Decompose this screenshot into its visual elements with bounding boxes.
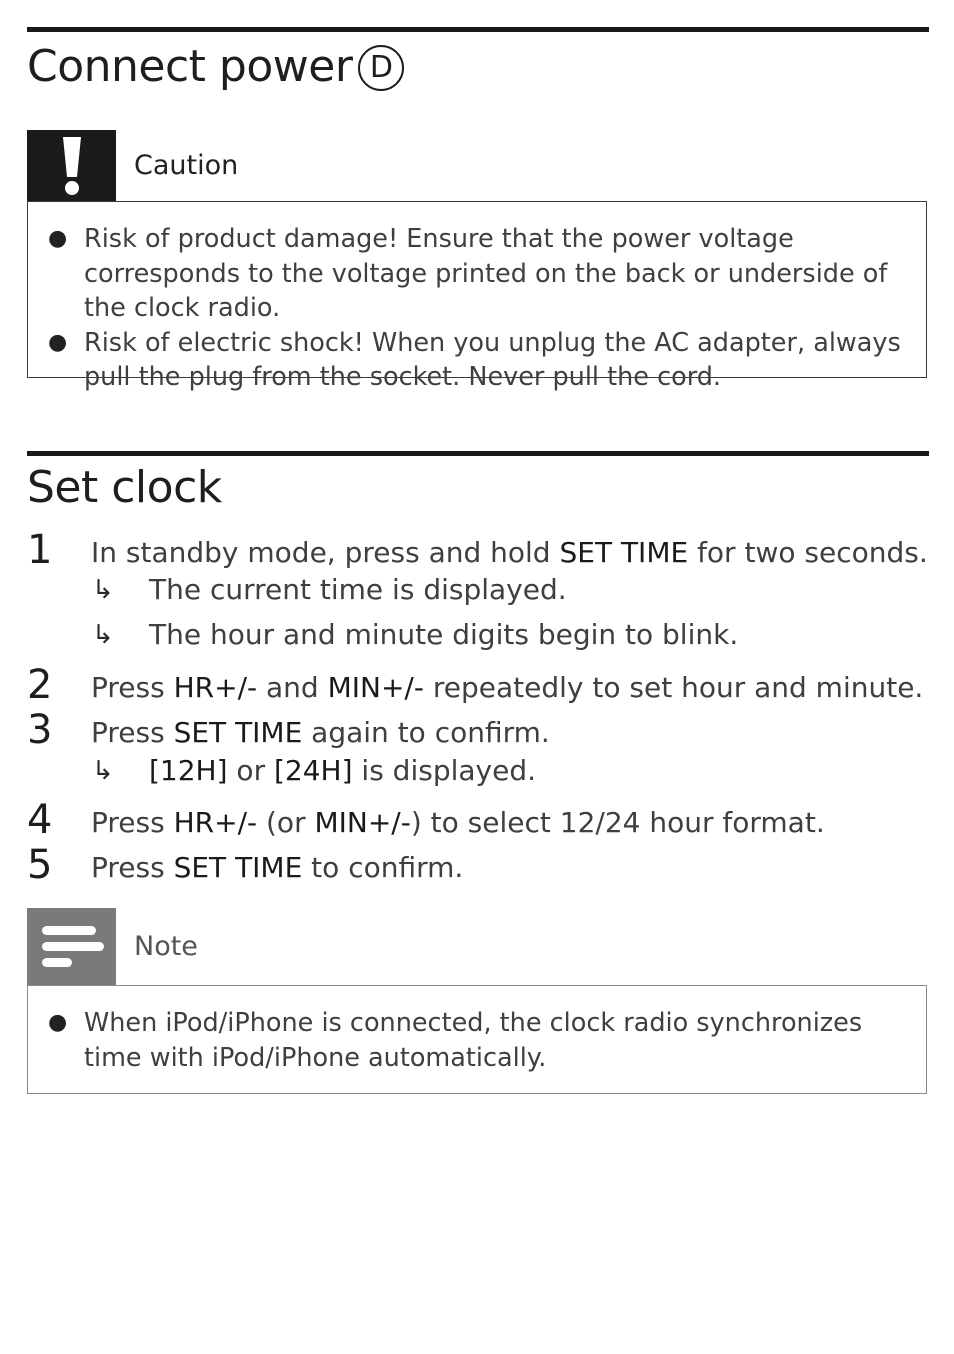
caution-item-text: Risk of electric shock! When you unplug the AC adapter, always pull the plug from the socket. Never pull the cord. xyxy=(84,327,901,392)
caution-item-text: Risk of product damage! Ensure that the power voltage corresponds to the voltage printed on the back or underside of the clock radio. xyxy=(84,224,888,323)
button-name-set-time: SET TIME xyxy=(559,536,689,569)
result-arrow-icon: ↳ xyxy=(92,620,114,650)
step-3 xyxy=(27,707,927,753)
list-item xyxy=(48,326,908,395)
bullet-dot-icon: ● xyxy=(48,226,68,251)
button-name-min: MIN+/- xyxy=(314,806,411,839)
button-name-set-time: SET TIME xyxy=(173,716,303,749)
button-name-set-time: SET TIME xyxy=(173,851,303,884)
step-number: 5 xyxy=(27,842,53,888)
step-1 xyxy=(27,527,928,573)
step-text: Press SET TIME to confirm. xyxy=(91,851,464,884)
step-1-result-1 xyxy=(92,572,912,608)
section-title-text: Connect power xyxy=(27,41,353,92)
step-3-result-1 xyxy=(92,753,912,789)
step-number: 1 xyxy=(27,527,53,573)
step-text: Press SET TIME again to confirm. xyxy=(91,716,550,749)
note-label: Note xyxy=(134,931,198,962)
button-name-min: MIN+/- xyxy=(327,671,424,704)
step-number: 3 xyxy=(27,707,53,753)
step-text: In standby mode, press and hold SET TIME for two seconds. xyxy=(91,536,928,569)
section-rule-connect-power xyxy=(27,27,929,32)
step-4 xyxy=(27,797,927,843)
caution-label: Caution xyxy=(134,150,239,181)
list-item xyxy=(48,1006,908,1075)
caution-list xyxy=(48,222,908,395)
display-12h: [12H] xyxy=(149,754,228,787)
note-lines-icon xyxy=(27,908,116,986)
note-item-text: When iPod/iPhone is connected, the clock radio synchronizes time with iPod/iPhone automatically. xyxy=(84,1008,863,1073)
result-text: The current time is displayed. xyxy=(149,573,567,606)
exclamation-icon xyxy=(27,130,116,202)
step-1-result-2 xyxy=(92,617,912,653)
step-2 xyxy=(27,662,927,708)
button-name-hr: HR+/- xyxy=(173,671,258,704)
step-text: Press HR+/- and MIN+/- repeatedly to set hour and minute. xyxy=(91,671,924,704)
step-number: 4 xyxy=(27,797,53,843)
circled-letter-badge: D xyxy=(358,45,404,91)
note-list xyxy=(48,1006,908,1075)
result-arrow-icon: ↳ xyxy=(92,575,114,605)
display-24h: [24H] xyxy=(273,754,353,787)
list-item xyxy=(48,222,908,326)
bullet-dot-icon: ● xyxy=(48,1010,68,1035)
result-arrow-icon: ↳ xyxy=(92,756,114,786)
section-title-connect-power xyxy=(27,41,404,92)
section-rule-set-clock xyxy=(27,451,929,456)
step-text: Press HR+/- (or MIN+/-) to select 12/24 hour format. xyxy=(91,806,825,839)
step-5 xyxy=(27,842,927,888)
section-title-set-clock: Set clock xyxy=(27,462,222,513)
bullet-dot-icon: ● xyxy=(48,329,68,355)
result-text: The hour and minute digits begin to blink. xyxy=(149,618,739,651)
result-text: [12H] or [24H] is displayed. xyxy=(149,754,537,787)
button-name-hr: HR+/- xyxy=(173,806,258,839)
step-number: 2 xyxy=(27,662,53,708)
